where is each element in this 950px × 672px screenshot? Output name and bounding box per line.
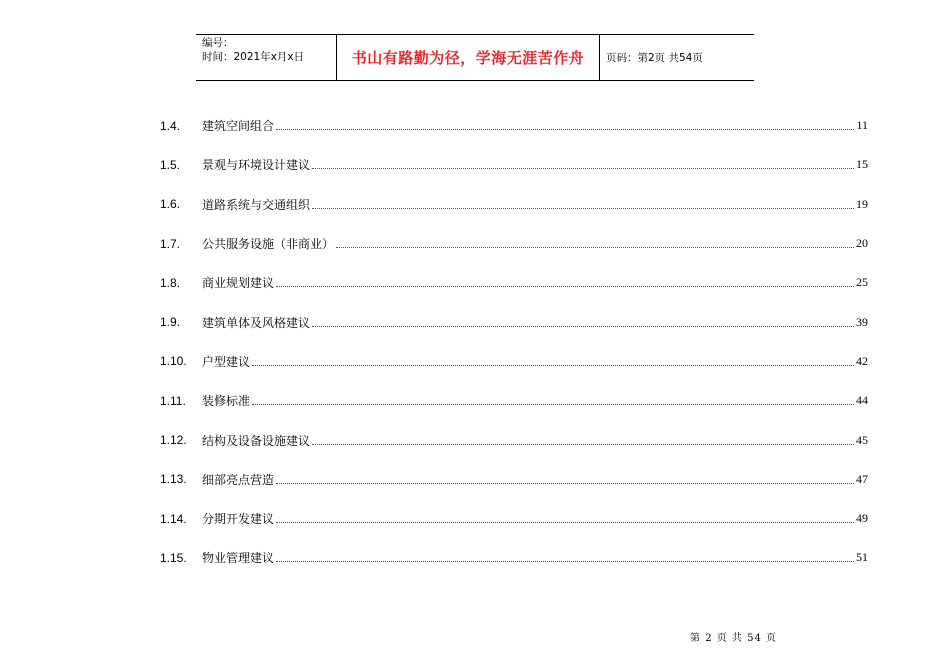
toc-entry-number: 1.11.: [160, 393, 186, 408]
toc-entry-number: 1.15.: [160, 550, 187, 565]
toc-entry-title: 装修标准: [202, 394, 251, 409]
toc-entry-title: 结构及设备设施建议: [202, 433, 311, 448]
toc-entry[interactable]: [160, 263, 868, 302]
toc-entry-page: 51: [856, 550, 868, 565]
toc-leader-dots: [312, 444, 854, 445]
toc-entry[interactable]: [160, 420, 868, 459]
header-page-info: 页码：第2页 共54页: [606, 52, 703, 64]
toc-entry-title: 建筑空间组合: [202, 119, 275, 134]
toc-entry[interactable]: [160, 145, 868, 184]
toc-leader-dots: [276, 522, 854, 523]
toc-entry-number: 1.8.: [160, 275, 181, 290]
toc-entry-page: 11: [856, 118, 868, 133]
toc-entry-title: 物业管理建议: [202, 551, 275, 566]
toc-entry-page: 42: [856, 353, 868, 368]
toc-entry-title: 建筑单体及风格建议: [202, 315, 311, 330]
toc-entry-title: 户型建议: [202, 354, 251, 369]
toc-entry-number: 1.7.: [160, 236, 181, 251]
toc-entry-page: 45: [856, 432, 868, 447]
toc-entry-page: 39: [856, 314, 868, 329]
header-meta: [196, 35, 337, 80]
toc-entry-number: 1.13.: [160, 472, 187, 487]
toc-entry-page: 47: [856, 471, 868, 486]
toc-entry[interactable]: [160, 381, 868, 420]
header-motto: 书山有路勤为径，学海无涯苦作舟: [337, 35, 600, 80]
toc-entry-page: 49: [856, 511, 868, 526]
toc-leader-dots: [276, 286, 854, 287]
toc-leader-dots: [312, 168, 854, 169]
toc-entry-number: 1.9.: [160, 315, 181, 330]
toc-entry-number: 1.6.: [160, 197, 181, 212]
toc-leader-dots: [312, 326, 854, 327]
toc-entry-title: 道路系统与交通组织: [202, 197, 311, 212]
toc-entry[interactable]: [160, 342, 868, 381]
toc-entry-page: 25: [856, 275, 868, 290]
toc-entry[interactable]: [160, 460, 868, 499]
toc-entry-title: 细部亮点营造: [202, 472, 275, 487]
toc-leader-dots: [252, 365, 854, 366]
toc-entry[interactable]: [160, 185, 868, 224]
page-header: [196, 34, 754, 81]
toc-entry-number: 1.4.: [160, 118, 181, 133]
toc-entry-title: 公共服务设施（非商业）: [202, 237, 335, 252]
page-footer: 第 2 页 共 54 页: [690, 633, 777, 644]
toc-leader-dots: [276, 561, 854, 562]
toc-leader-dots: [312, 208, 854, 209]
toc-entry-page: 20: [856, 236, 868, 251]
document-date: 时间：2021年x月x日: [202, 51, 305, 63]
toc-entry-number: 1.12.: [160, 433, 187, 448]
toc-entry-number: 1.10.: [160, 354, 187, 369]
table-of-contents: [160, 106, 868, 578]
toc-entry[interactable]: [160, 538, 868, 577]
toc-entry[interactable]: [160, 224, 868, 263]
toc-entry[interactable]: [160, 302, 868, 341]
toc-leader-dots: [336, 247, 854, 248]
toc-leader-dots: [252, 404, 854, 405]
toc-entry-number: 1.14.: [160, 511, 187, 526]
toc-entry-page: 44: [856, 393, 868, 408]
document-number-label: 编号：: [202, 37, 234, 49]
toc-entry-title: 景观与环境设计建议: [202, 158, 311, 173]
toc-entry-title: 分期开发建议: [202, 512, 275, 527]
toc-entry-title: 商业规划建议: [202, 276, 275, 291]
toc-leader-dots: [276, 129, 854, 130]
toc-leader-dots: [276, 483, 854, 484]
toc-entry-page: 15: [856, 157, 868, 172]
toc-entry-page: 19: [856, 196, 868, 211]
toc-entry[interactable]: [160, 106, 868, 145]
toc-entry[interactable]: [160, 499, 868, 538]
toc-entry-number: 1.5.: [160, 157, 181, 172]
